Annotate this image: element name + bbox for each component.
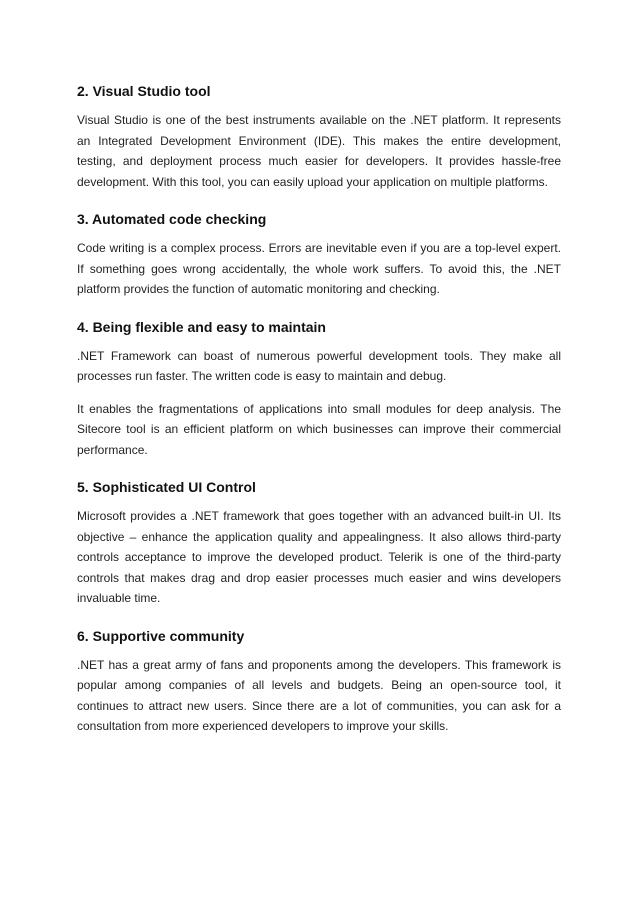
section-flexible-easy-maintain bbox=[77, 318, 561, 461]
section-paragraph: .NET Framework can boast of numerous powerful development tools. They make all processes run faster. The written code is easy to maintain and debug. bbox=[77, 348, 561, 383]
section-heading: 3. Automated code checking bbox=[77, 211, 267, 227]
section-paragraph: .NET has a great army of fans and proponents among the developers. This framework is popular among companies of all levels and budgets. Being an open-source tool, it continues to attract new users. Since there are a lot of communities, you can ask for a consultation from more experienced developers to improve your skills. bbox=[77, 657, 561, 733]
section-heading: 2. Visual Studio tool bbox=[77, 83, 211, 99]
section-visual-studio-tool bbox=[77, 82, 561, 192]
section-heading: 4. Being flexible and easy to maintain bbox=[77, 318, 326, 335]
section-heading: 5. Sophisticated UI Control bbox=[77, 479, 256, 495]
document-page bbox=[77, 82, 561, 737]
section-supportive-community bbox=[77, 627, 561, 737]
section-paragraph: Visual Studio is one of the best instruments available on the .NET platform. It represents an Integrated Development Environment (IDE). This makes the entire development, testing, and deployment process much easier for developers. It provides hassle-free development. With this tool, you can easily upload your application on multiple platforms. bbox=[77, 113, 561, 189]
section-paragraph: Code writing is a complex process. Errors are inevitable even if you are a top-level expert. If something goes wrong accidentally, the whole work suffers. To avoid this, the .NET platform provides the function of automatic monitoring and checking. bbox=[77, 241, 561, 296]
section-sophisticated-ui-control bbox=[77, 478, 561, 609]
section-automated-code-checking bbox=[77, 210, 561, 300]
section-paragraph: Microsoft provides a .NET framework that goes together with an advanced built-in UI. Its objective – enhance the application quality and appealingness. It also allows third-party controls acceptance to improve the developed product. Telerik is one of the third-party controls that makes drag and drop easier processes much easier and wins developers invaluable time. bbox=[77, 509, 561, 605]
section-heading: 6. Supportive community bbox=[77, 627, 245, 644]
section-paragraph: It enables the fragmentations of applications into small modules for deep analysis. The Sitecore tool is an efficient platform on which businesses can improve their commercial performance. bbox=[77, 401, 561, 457]
